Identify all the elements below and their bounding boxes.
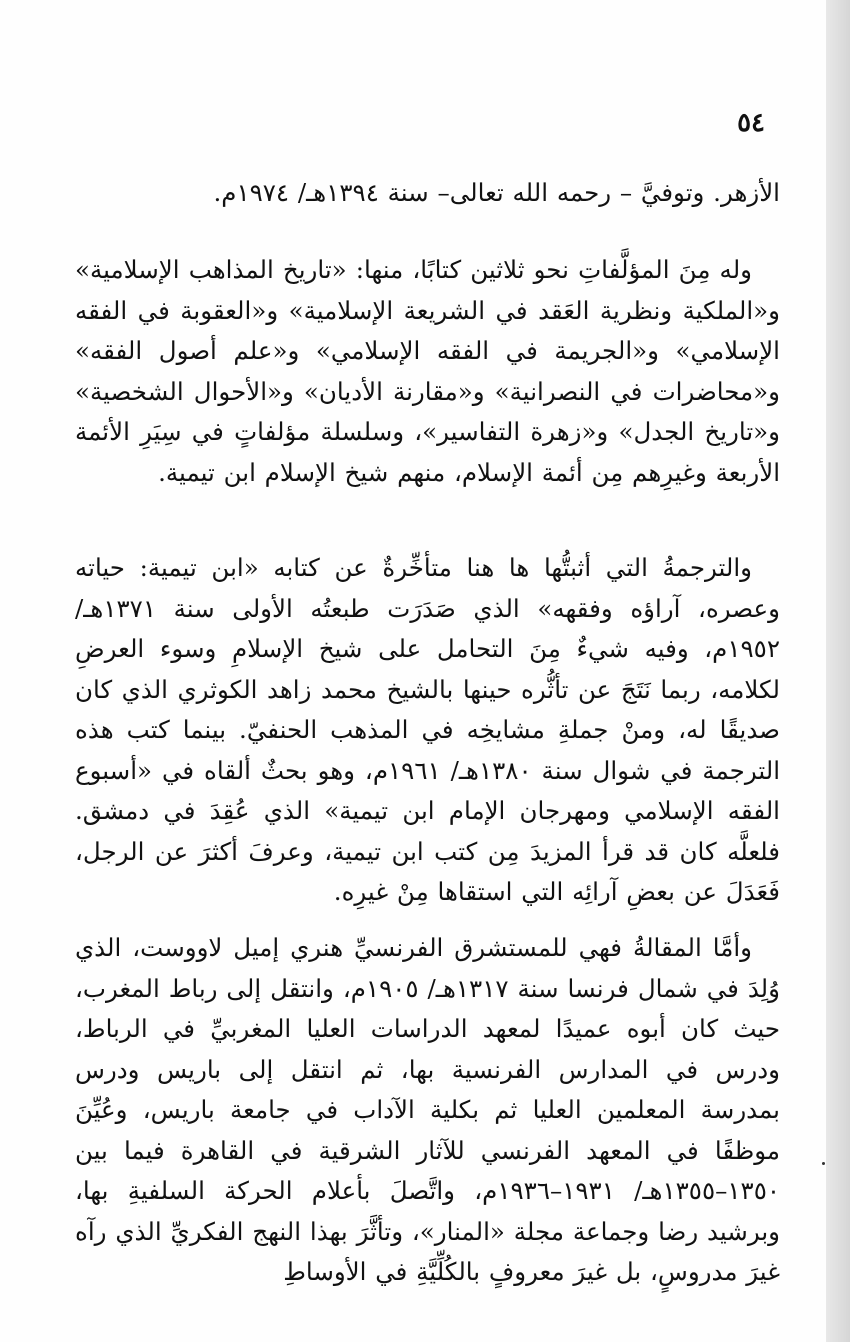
page-number: ٥٤ — [737, 108, 765, 138]
paragraph-4: وأمَّا المقالةُ فهي للمستشرق الفرنسيِّ هنري إميل لاووست، الذي وُلِدَ في شمال فرنسا سنة ١٣١٧هـ/ ١٩٠٥م، وانتقل إلى رباط المغرب، حيث كان أبوه عميدًا لمعهد الدراسات العليا المغربيِّ في الرباط، ودرس في المدارس الفرنسية بها، ثم انتقل إلى باريس ودرس بمدرسة المعلمين العليا ثم بكلية الآداب في جامعة باريس، وعُيِّنَ موظفًا في المعهد الفرنسي للآثار الشرقية في القاهرة فيما بين ١٣٥٠–١٣٥٥هـ/ ١٩٣١–١٩٣٦م، واتَّصلَ بأعلام الحركة السلفيةِ بها، وبرشيد رضا وجماعة مجلة «المنار»، وتأثَّرَ بهذا النهج الفكريِّ الذي رآه غيرَ مدروسٍ، بل غيرَ معروفٍ بالكُلِّيَّةِ في الأوساطِ — [75, 933, 781, 1286]
paragraph-2: وله مِنَ المؤلَّفاتِ نحو ثلاثين كتابًا، منها: «تاريخ المذاهب الإسلامية» و«الملكية ونظرية العَقد في الشريعة الإسلامية» و«العقوبة في الفقه الإسلامي» و«الجريمة في الفقه الإسلامي» و«علم أصول الفقه» و«محاضرات في النصرانية» و«مقارنة الأديان» و«الأحوال الشخصية» و«تاريخ الجدل» و«زهرة التفاسير»، وسلسلة مؤلفاتٍ في سِيَرِ الأئمة الأربعة وغيرِهم مِن أئمة الإسلام، منهم شيخ الإسلام ابن تيمية. — [75, 255, 780, 487]
scan-speck — [822, 1162, 825, 1165]
page-edge-shadow — [826, 0, 850, 1342]
paragraph-1: الأزهر. وتوفيَّ – رحمه الله تعالى– سنة ١٣٩٤هـ/ ١٩٧٤م. — [213, 178, 780, 207]
paragraph-3: والترجمةُ التي أثبتُّها ها هنا متأخِّرةٌ عن كتابه «ابن تيمية: حياته وعصره، آراؤه وفقهه» الذي صَدَرَت طبعتُه الأولى سنة ١٣٧١هـ/ ١٩٥٢م، وفيه شيءٌ مِنَ التحامل على شيخ الإسلامِ وسوء العرضِ لكلامه، ربما نَتَجَ عن تأثُّره حينها بالشيخ محمد زاهد الكوثري الذي كان صديقًا له، ومنْ جملةِ مشايخِه في المذهب الحنفيّ. بينما كتب هذه الترجمة في شوال سنة ١٣٨٠هـ/ ١٩٦١م، وهو بحثٌ ألقاه في «أسبوع الفقه الإسلامي ومهرجان الإمام ابن تيمية» الذي عُقِدَ في دمشق. فلعلَّه كان قد قرأ المزيدَ مِن كتب ابن تيمية، وعرفَ أكثرَ عن الرجل، فَعَدَلَ عن بعضِ آرائِه التي استقاها مِنْ غيرِه. — [75, 553, 781, 906]
